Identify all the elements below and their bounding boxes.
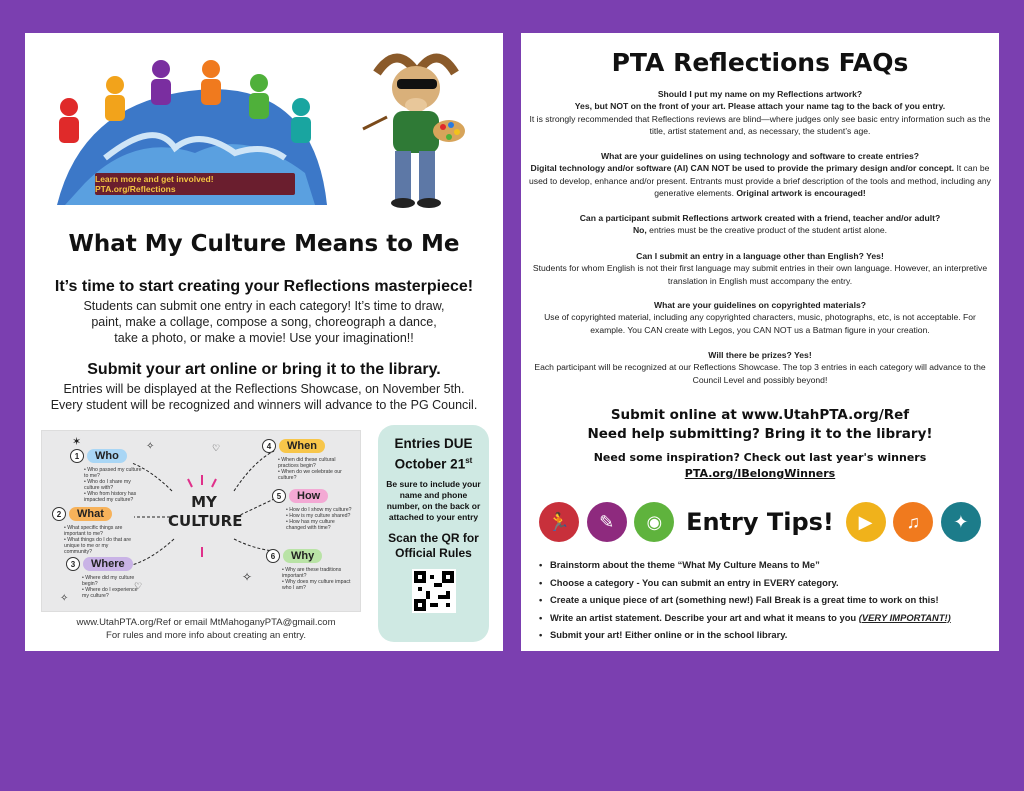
what-label: What <box>69 507 112 521</box>
where-node <box>66 557 133 571</box>
start-paragraph <box>45 298 483 346</box>
entries-due-box <box>378 425 489 642</box>
what-question: • What specific things are important to me? <box>64 525 123 537</box>
tip-item: • Create a unique piece of art (something new!) Fall Break is a great time to work on this! <box>537 591 987 609</box>
left-flyer-page <box>25 33 503 651</box>
who-number: 1 <box>70 449 84 463</box>
start-line: paint, make a collage, compose a song, choreograph a dance, <box>91 315 437 329</box>
svg-text:✧: ✧ <box>242 570 253 584</box>
what-questions <box>64 525 132 555</box>
where-question: • Where did my culture begin? <box>82 575 135 587</box>
entry-tips-header <box>539 500 981 544</box>
ram-mascot-painter <box>363 58 465 208</box>
due-date-suffix: st <box>465 456 473 465</box>
theme-title: What My Culture Means to Me <box>68 231 460 257</box>
svg-text:♡: ♡ <box>212 443 221 453</box>
who-question: • Who from history has impacted my culture? <box>84 491 137 503</box>
literature-icon: ✎ <box>587 502 627 542</box>
due-title-line: Entries DUE <box>394 436 473 451</box>
who-question: • Who passed my culture to me? <box>84 467 142 479</box>
where-label: Where <box>83 557 133 571</box>
how-label: How <box>289 489 328 503</box>
svg-text:✧: ✧ <box>146 441 155 452</box>
submit-line: Entries will be displayed at the Reflections Showcase, on November 5th. <box>63 382 465 396</box>
faq-question: Can I submit an entry in a language other than English? Yes! <box>636 251 884 261</box>
faq-answer: It is strongly recommended that Reflections reviews are blind—where judges only see basic entry information such as the title, artist statement and, as necessary, the student’s age. <box>529 113 991 136</box>
why-label: Why <box>283 549 322 563</box>
winners-link[interactable]: PTA.org/IBelongWinners <box>684 467 836 480</box>
music-icon: ♫ <box>893 502 933 542</box>
tip-item: • Submit your art! Either online or in the school library. <box>537 626 987 644</box>
faq-answer-bold: No, <box>632 225 647 236</box>
how-questions <box>286 507 356 531</box>
faq-answer <box>529 162 991 199</box>
who-question: • Who do I share my culture with? <box>84 479 131 491</box>
right-faq-page <box>521 33 999 651</box>
start-line: Students can submit one entry in each category! It’s time to draw, <box>83 299 445 313</box>
faq-answer-bold: Yes, but NOT on the front of your art. Please attach your name tag to the back of you entry. <box>574 101 946 112</box>
svg-text:✧: ✧ <box>60 593 69 604</box>
where-number: 3 <box>66 557 80 571</box>
faq-answer-bold: Digital technology and/or software (AI) CAN NOT be used to provide the primary design and/or concept. <box>530 163 955 174</box>
when-number: 4 <box>262 439 276 453</box>
hero-illustration <box>25 33 503 223</box>
svg-text:♡: ♡ <box>134 581 143 591</box>
contact-footer <box>41 616 371 642</box>
tip-item <box>537 609 987 627</box>
faq-answer: Use of copyrighted material, including any copyrighted characters, music, photographs, etc, is not acceptable. For example. You CAN create with Legos, you CAN NOT us a Batman figure in your creation. <box>544 312 976 335</box>
what-question: • What things do I do that are unique to me or my community? <box>64 537 131 555</box>
my-culture-mind-map <box>41 430 361 612</box>
start-heading: It’s time to start creating your Reflections masterpiece! <box>54 278 474 295</box>
tip-text: Write an artist statement. Describe your art and what it means to you <box>550 611 859 623</box>
faq-title: PTA Reflections FAQs <box>611 48 909 77</box>
when-label: When <box>279 439 325 453</box>
when-node <box>262 439 325 453</box>
entry-tips-title: Entry Tips! <box>686 508 834 536</box>
center-line: MY <box>191 493 217 511</box>
center-line: CULTURE <box>168 512 243 530</box>
dance-icon: 🏃 <box>539 502 579 542</box>
faq-answer-tail: Original artwork is encouraged! <box>733 187 866 198</box>
how-number: 5 <box>272 489 286 503</box>
when-question: • When did these cultural practices begin? <box>278 457 336 469</box>
reflections-banner: Learn more and get involved! PTA.org/Reflections <box>95 173 295 195</box>
how-question: • How do I show my culture? <box>286 507 352 513</box>
faq-item <box>529 150 991 199</box>
why-questions <box>282 567 356 591</box>
help-submitting-cta: Need help submitting? Bring it to the library! <box>587 426 933 442</box>
faq-answer-text: entries must be the creative product of the student artist alone. <box>646 225 888 236</box>
submit-paragraph <box>29 381 499 413</box>
submit-online-cta[interactable]: Submit online at www.UtahPTA.org/Ref <box>610 407 910 423</box>
when-questions <box>278 457 350 481</box>
faq-question: Will there be prizes? Yes! <box>708 350 812 360</box>
why-question: • Why does my culture impact who I am? <box>282 579 351 591</box>
my-culture-center <box>168 493 243 531</box>
faq-question: What are your guidelines on copyrighted materials? <box>653 300 867 310</box>
entry-tips-list <box>537 556 987 644</box>
faq-answer-text: It can be used to develop, enhance and/or present. Entrants must provide a brief description of the tools and method, including any generative elements. <box>529 163 991 198</box>
tip-item: • Brainstorm about the theme “What My Culture Means to Me” <box>537 556 987 574</box>
faq-answer <box>529 224 991 236</box>
where-questions <box>82 575 138 599</box>
why-node <box>266 549 322 563</box>
faq-item <box>529 299 991 336</box>
submit-heading: Submit your art online or bring it to the library. <box>87 361 441 378</box>
due-title <box>378 435 489 473</box>
when-question: • When do we celebrate our culture? <box>278 469 342 481</box>
tip-emphasis: (VERY IMPORTANT!) <box>858 611 951 623</box>
film-icon: ▶ <box>846 502 886 542</box>
faq-answer: Students for whom English is not their first language may submit entries in their own language. However, an interpretive translation in English must accompany the entry. <box>532 263 988 286</box>
how-question: • How is my culture shared? <box>286 513 351 519</box>
who-node <box>70 449 127 463</box>
what-node <box>52 507 112 521</box>
why-number: 6 <box>266 549 280 563</box>
visual-arts-icon: ✦ <box>941 502 981 542</box>
what-number: 2 <box>52 507 66 521</box>
due-date <box>378 452 489 473</box>
inspiration-cta: Need some inspiration? Check out last year's winners <box>593 451 927 464</box>
contact-line-2: For rules and more info about creating an entry. <box>106 630 306 641</box>
faq-item <box>529 88 991 137</box>
start-line: take a photo, or make a movie! Use your imagination!! <box>114 331 414 345</box>
who-label: Who <box>87 449 127 463</box>
qr-code[interactable] <box>412 569 456 613</box>
faq-item <box>529 212 991 237</box>
faq-question: Can a participant submit Reflections artwork created with a friend, teacher and/or adult? <box>579 213 941 223</box>
scan-qr-text: Scan the QR for Official Rules <box>388 530 479 560</box>
submit-line: Every student will be recognized and winners will advance to the PG Council. <box>50 398 478 412</box>
svg-text:✶: ✶ <box>72 436 82 448</box>
faq-item <box>529 349 991 386</box>
why-question: • Why are these traditions important? <box>282 567 342 579</box>
photography-icon: ◉ <box>634 502 674 542</box>
who-questions <box>84 467 144 503</box>
faq-item <box>529 250 991 287</box>
contact-line[interactable]: www.UtahPTA.org/Ref or email MtMahoganyPTA@gmail.com <box>76 617 336 628</box>
where-question: • Where do I experience my culture? <box>82 587 138 599</box>
faq-question: Should I put my name on my Reflections artwork? <box>657 89 863 99</box>
qr-code-icon <box>414 571 454 611</box>
faq-question: What are your guidelines on using technology and software to create entries? <box>600 151 920 161</box>
due-date-text: October 21 <box>394 456 466 472</box>
how-question: • How has my culture changed with time? <box>286 519 335 531</box>
due-note: Be sure to include your name and phone number, on the back or attached to your entry <box>386 478 481 522</box>
how-node <box>272 489 328 503</box>
faq-answer: Each participant will be recognized at our Reflections Showcase. The top 3 entries in each category will advance to the Council Level and possibly beyond! <box>534 362 986 385</box>
tip-item: • Choose a category - You can submit an entry in EVERY category. <box>537 574 987 592</box>
